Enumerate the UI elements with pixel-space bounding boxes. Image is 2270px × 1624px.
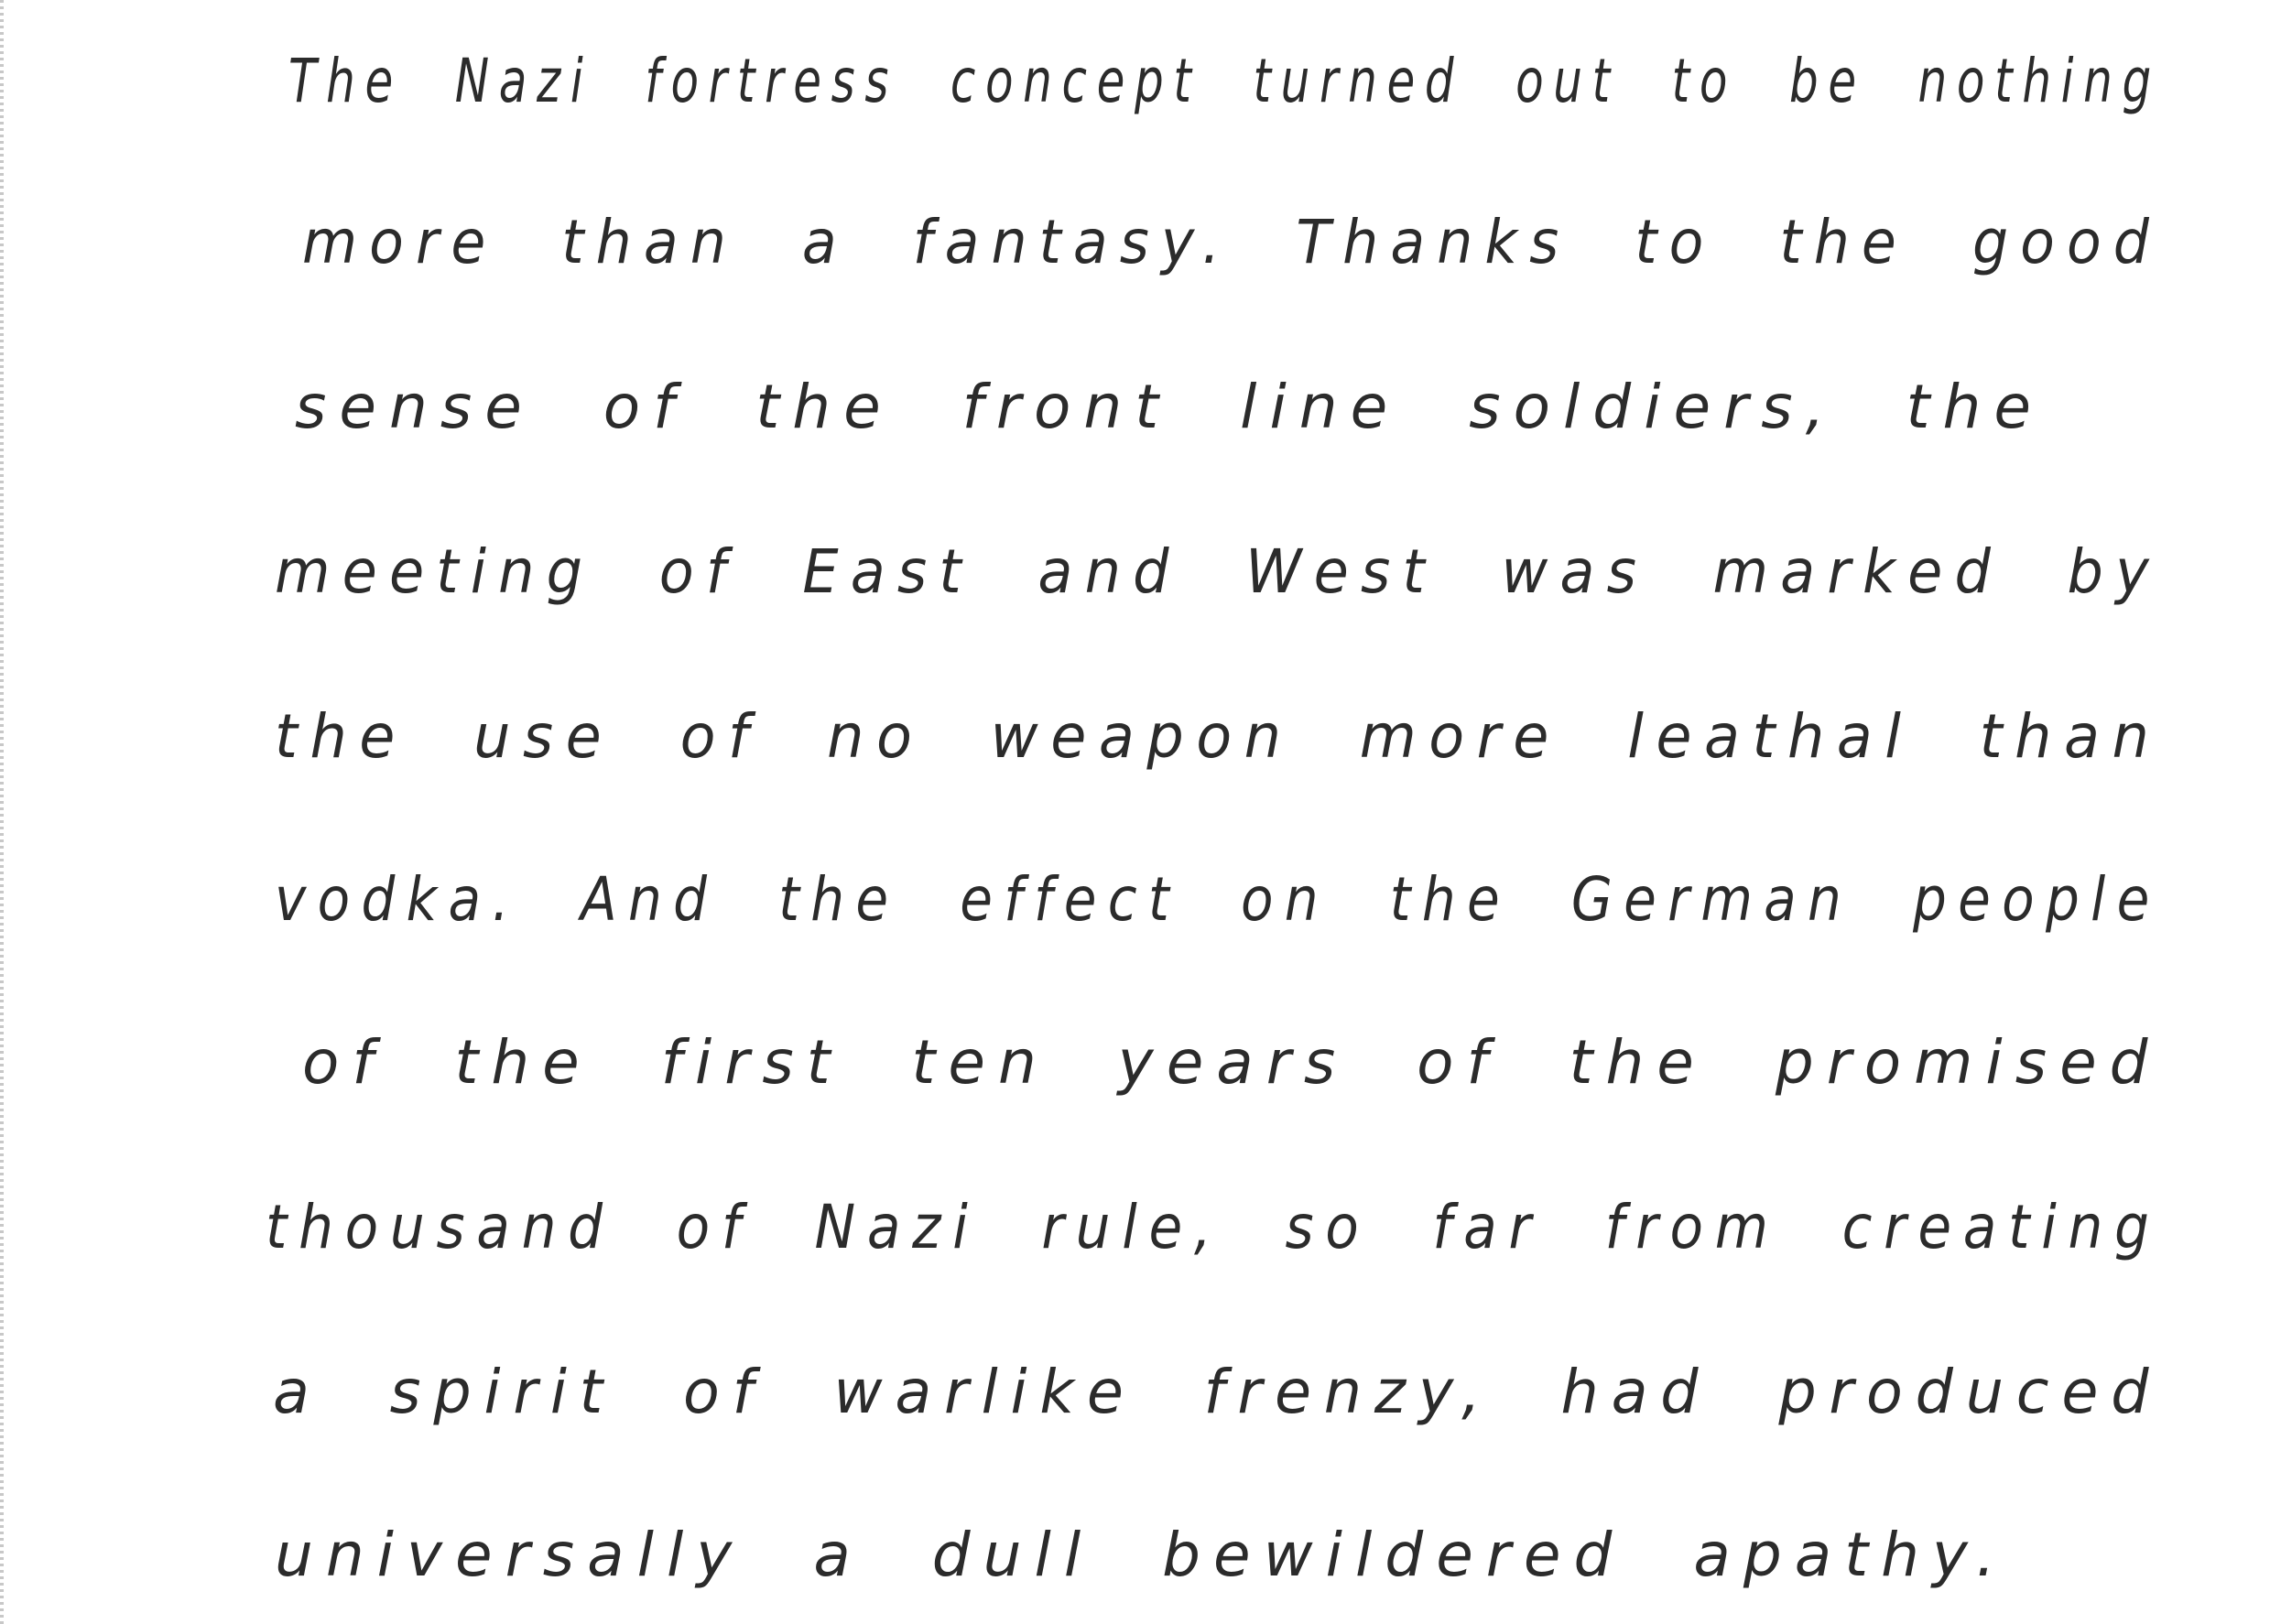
handwritten-line-9: a spirit of warlike frenzy, had produced <box>273 1357 2162 1427</box>
handwritten-line-2: more than a fantasy. Thanks to the good <box>302 207 2162 277</box>
handwritten-line-1: The Nazi fortress concept turned out to be nothing <box>288 46 2161 116</box>
handwritten-line-4: meeting of East and West was marked by <box>275 536 2161 607</box>
handwritten-line-7: of the first ten years of the promised <box>302 1027 2161 1098</box>
handwritten-line-3: sense of the front line soldiers, the <box>295 372 2044 442</box>
handwritten-line-8: thousand of Nazi rule, so far from creating <box>266 1192 2161 1262</box>
handwritten-line-5: the use of no weapon more leathal than <box>275 701 2162 772</box>
handwritten-line-10: universally a dull bewildered apathy. <box>275 1520 2008 1590</box>
handwritten-line-6: vodka. And the effect on the German people <box>275 864 2161 935</box>
